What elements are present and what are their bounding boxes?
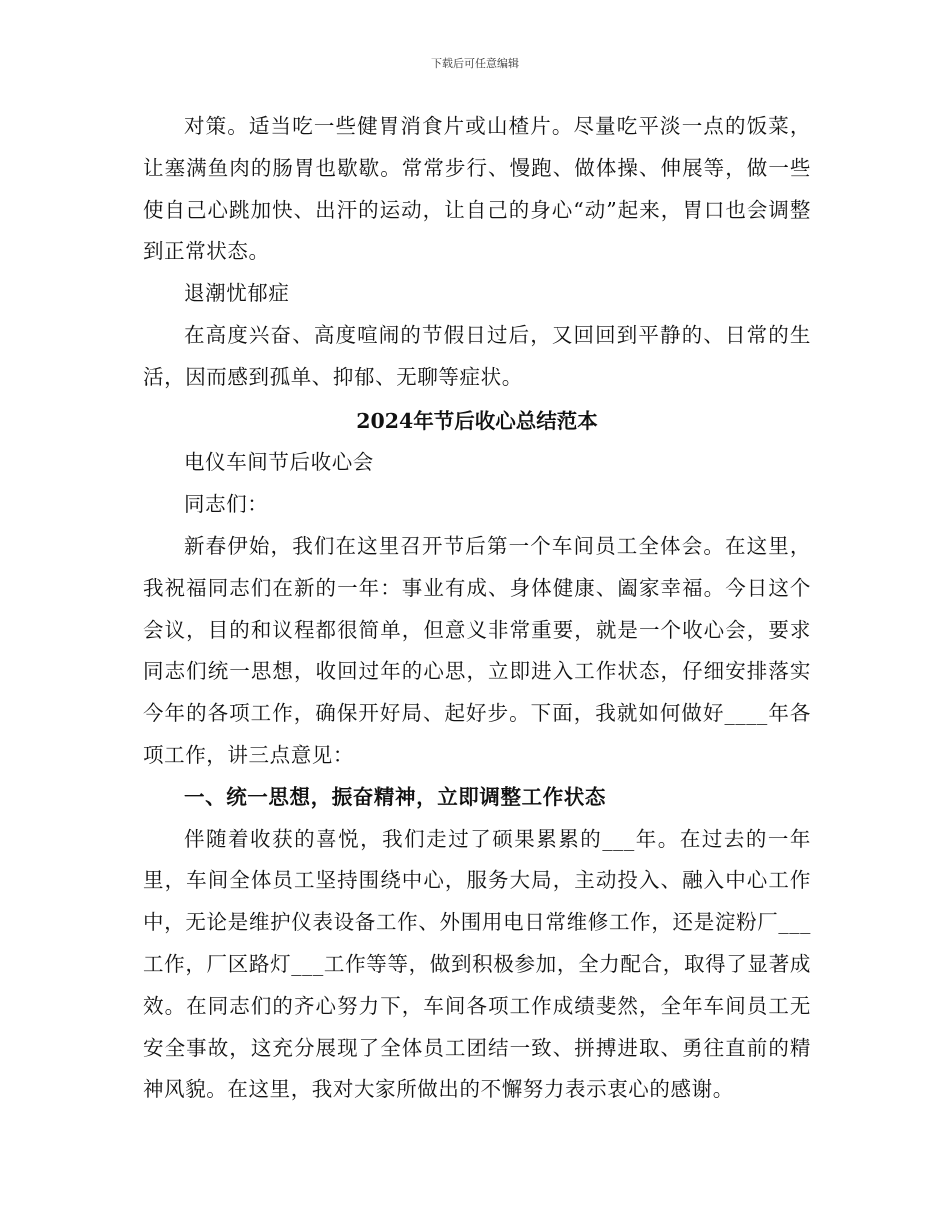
greeting: 同志们：: [184, 492, 269, 517]
document-body: [143, 106, 811, 1111]
paragraph-depression-description: 在高度兴奋、高度喧闹的节假日过后，又回回到平静的、日常的生活，因而感到孤单、抑郁、无聊等症状。: [143, 322, 811, 389]
section-heading-1: 一、统一思想，振奋精神，立即调整工作状态: [184, 784, 606, 809]
paragraph-review-past-year: 伴随着收获的喜悦，我们走过了硕果累累的___年。在过去的一年里，车间全体员工坚持围绕中心，服务大局，主动投入、融入中心工作中，无论是维护仪表设备工作、外围用电日常维修工作，还是淀粉厂___工作，厂区路灯___工作等等，做到积极参加，全力配合，取得了显著成效。在同志们的齐心努力下，车间各项工作成绩斐然，全年车间员工无安全事故，这充分展现了全体员工团结一致、拼搏进取、勇往直前的精神风貌。在这里，我对大家所做出的不懈努力表示衷心的感谢。: [143, 826, 811, 1102]
paragraph-countermeasures: 对策。适当吃一些健胃消食片或山楂片。尽量吃平淡一点的饭菜，让塞满鱼肉的肠胃也歇歇。常常步行、慢跑、做体操、伸展等，做一些使自己心跳加快、出汗的运动，让自己的身心“动”起来，胃口也会调整到正常状态。: [143, 114, 811, 264]
page-header: 下载后可任意编辑: [431, 57, 519, 70]
paragraph-opening-remarks: 新春伊始，我们在这里召开节后第一个车间员工全体会。在这里，我祝福同志们在新的一年：事业有成、身体健康、阖家幸福。今日这个会议，目的和议程都很简单，但意义非常重要，就是一个收心会，要求同志们统一思想，收回过年的心思，立即进入工作状态，仔细安排落实今年的各项工作，确保开好局、起好步。下面，我就如何做好____年各项工作，讲三点意见：: [143, 533, 811, 767]
subheading-post-holiday-depression: 退潮忧郁症: [184, 281, 290, 306]
meeting-name: 电仪车间节后收心会: [184, 450, 374, 475]
document-title: 2024年节后收心总结范本: [356, 408, 598, 433]
